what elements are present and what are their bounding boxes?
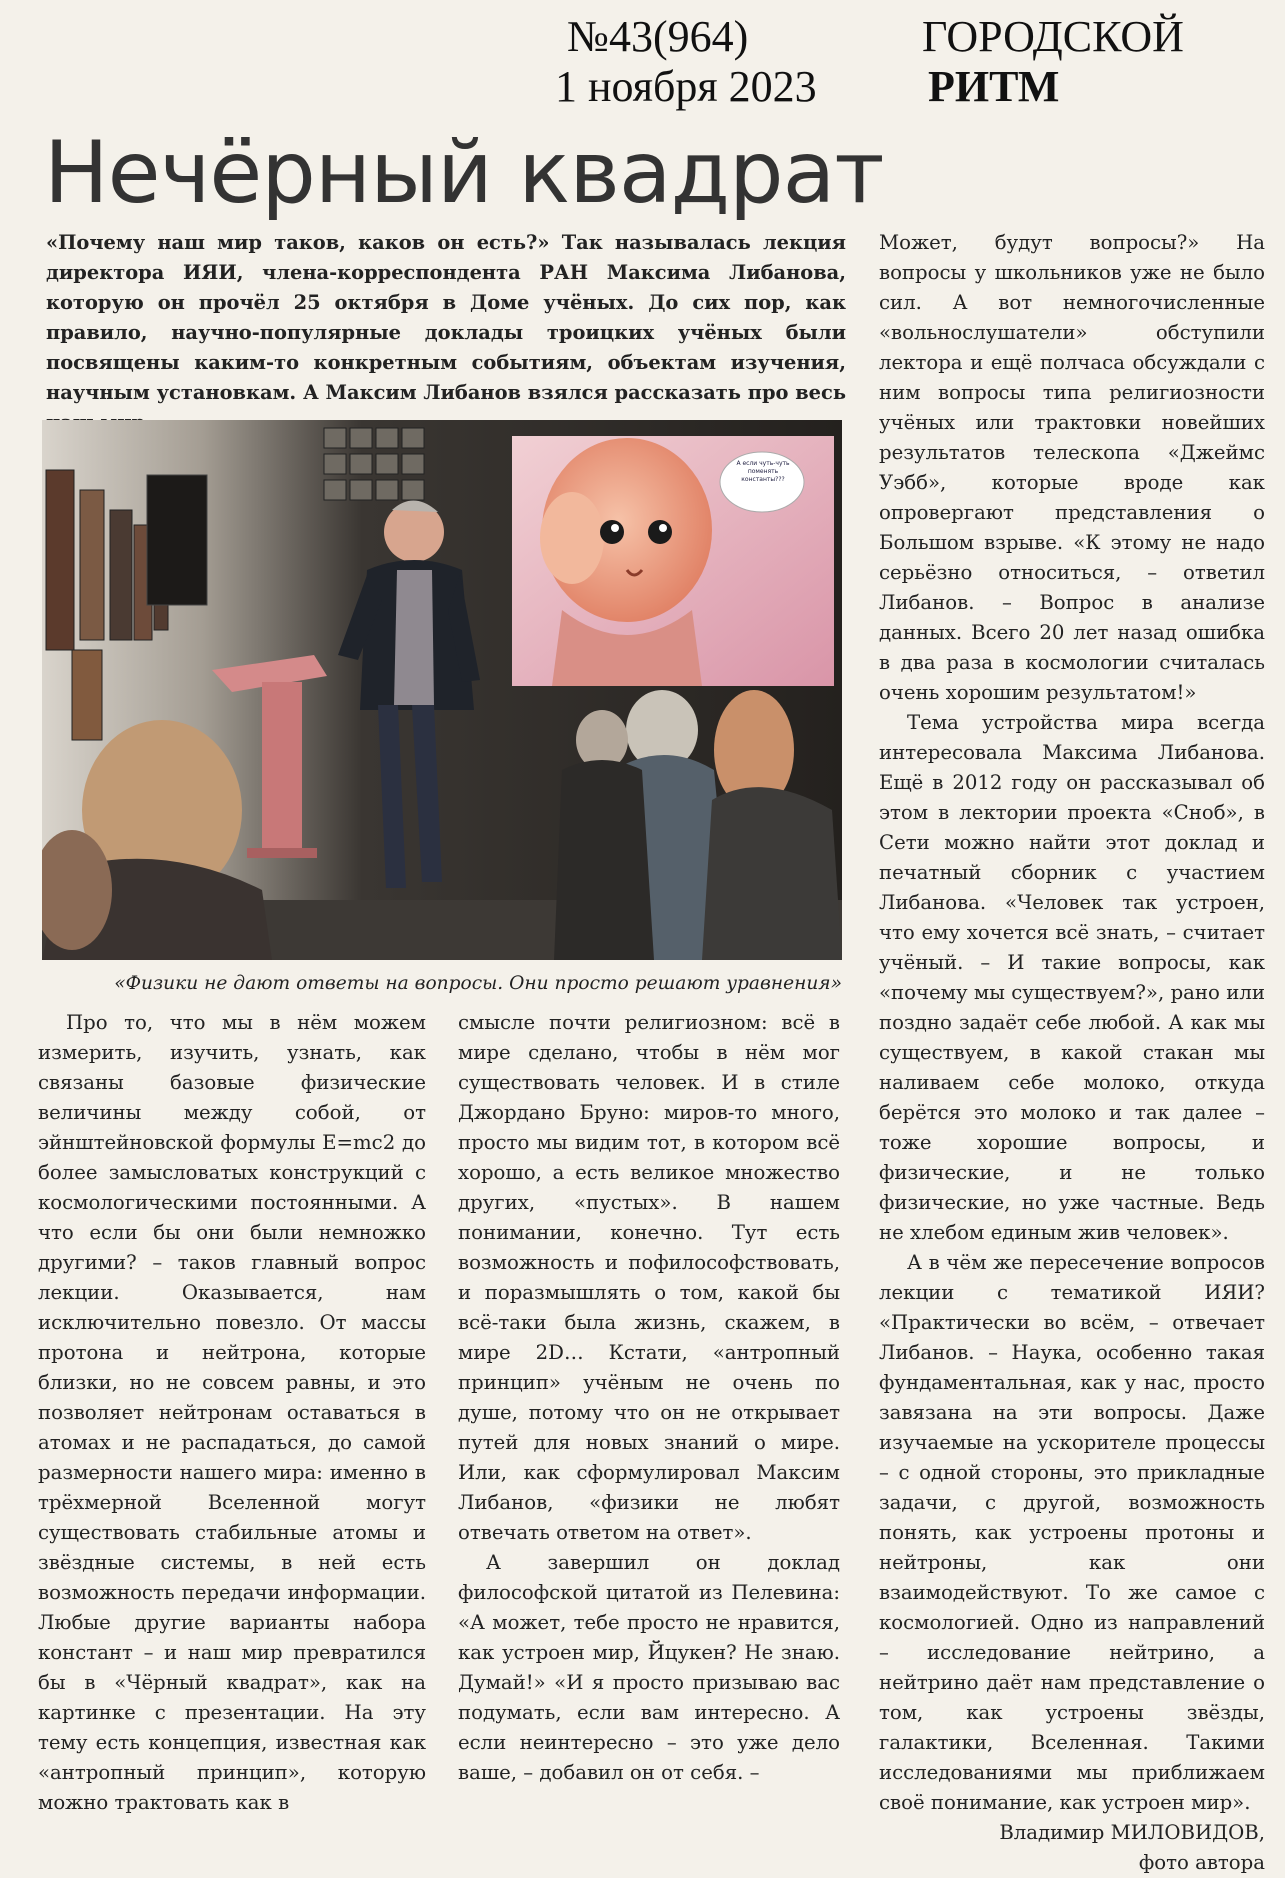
paragraph: Тема устройства мира всегда интересовала Максима Либанова. Ещё в 2012 году он рассказывал об этом в лектории проекта «Сноб», в Сети можно найти этот доклад и печатный сборник с участием Либанова. «Человек так устроен, что ему хочется всё знать, – считает учёный. – И такие вопросы, как «почему мы существуем?», рано или поздно задаёт себе любой. А как мы существуем, в какой стакан мы наливаем себе молоко, откуда берётся это молоко и так далее – тоже хорошие вопросы, и физические, и не только физические, но уже частные. Ведь не хлебом единым жив человек». [879,711,1265,1244]
paragraph: Может, будут вопросы?» На вопросы у школьников уже не было сил. А вот немногочисленные «вольнослушатели» обступили лектора и ещё полчаса обсуждали с ним вопросы типа религиозности учёных или трактовки новейших результатов телескопа «Джеймс Уэбб», которые вроде как опровергают представления о Большом взрыве. «К этому не надо серьёзно относиться, – ответил Либанов. – Вопрос в анализе данных. Всего 20 лет назад ошибка в два раза в космологии считалась очень хорошим результатом!» [879,231,1265,704]
paper-title-line1: ГОРОДСКОЙ [922,12,1184,61]
lecture-photo [42,420,842,960]
issue-number: №43(964) [567,12,749,61]
paragraph: Про то, что мы в нём можем измерить, изучить, узнать, как связаны базовые физические величины между собой, от эйнштейновской формулы E=mc2 до более замысловатых конструкций с космологическими постоянными. А что если бы они были немножко другими? – таков главный вопрос лекции. Оказывается, нам исключительно повезло. От массы протона и нейтрона, которые близки, но не совсем равны, и это позволяет нейтронам оставаться в атомах и не распадаться, до самой размерности нашего мира: именно в трёхмерной Вселенной могут существовать стабильные атомы и звёздные системы, в ней есть возможность передачи информации. Любые другие варианты набора констант – и наш мир превратился бы в «Чёрный квадрат», как на картинке с презентации. На эту тему есть концепция, известная как «антропный принцип», которую можно трактовать как в [38,1011,426,1814]
photo-credit: фото автора [1138,1851,1265,1874]
column-1 [38,1008,426,1818]
column-2 [458,1008,840,1788]
paragraph: А в чём же пересечение вопросов лекции с тематикой ИЯИ? «Практически во всём, – отвечает Либанов. – Наука, особенно такая фундаментальная, как у нас, просто завязана на эти вопросы. Даже изучаемые на ускорителе процессы – с одной стороны, это прикладные задачи, с другой, возможность понять, как устроены протоны и нейтроны, как они взаимодействуют. То же самое с космологией. Одно из направлений – исследование нейтрино, а нейтрино даёт нам представление о том, как устроены звёзды, галактики, Вселенная. Такими исследованиями мы приближаем своё понимание, как устроен мир». [879,1251,1265,1814]
photo-caption: «Физики не дают ответы на вопросы. Они просто решают уравнения» [114,973,842,994]
lead-text: «Почему наш мир таков, каков он есть?» Так называлась лекция директора ИЯИ, члена-корреспондента РАН Максима Либанова, которую он прочёл 25 октября в Доме учёных. До сих пор, как правило, научно-популярные доклады троицких учёных были посвящены каким-то конкретным событиям, объектам изучения, научным установкам. А Максим Либанов взялся рассказать про весь [46,231,846,404]
paragraph: смысле почти религиозном: всё в мире сделано, чтобы в нём мог существовать человек. И в стиле Джордано Бруно: миров-то много, просто мы видим тот, в котором всё хорошо, а есть великое множество других, «пустых». В нашем понимании, конечно. Тут есть возможность и пофилософствовать, и поразмышлять о том, какой бы всё-таки была жизнь, скажем, в мире 2D… Кстати, «антропный принцип» учёным не очень по душе, потому что он не открывает путей для новых знаний о мире. Или, как сформулировал Максим Либанов, «физики не любят отвечать ответом на ответ». [458,1011,840,1544]
slide-bubble-text: А если чуть-чуть поменять константы??? [736,460,790,483]
article-lead [46,228,846,438]
issue-date: 1 ноября 2023 [555,62,817,111]
lecture-photo-illustration [42,420,842,960]
paragraph: А завершил он доклад философской цитатой из Пелевина: «А может, тебе просто не нравится, как устроен мир, Йцукен? Не знаю. Думай!» «И я просто призываю вас подумать, если вам интересно. А если неинтересно – это уже дело ваше, – добавил он от себя. – [458,1551,840,1784]
author-signature: Владимир МИЛОВИДОВ, [999,1821,1265,1844]
column-3 [879,228,1265,1878]
article-headline: Нечёрный квадрат [44,123,884,223]
paper-title-line2: РИТМ [928,62,1060,111]
